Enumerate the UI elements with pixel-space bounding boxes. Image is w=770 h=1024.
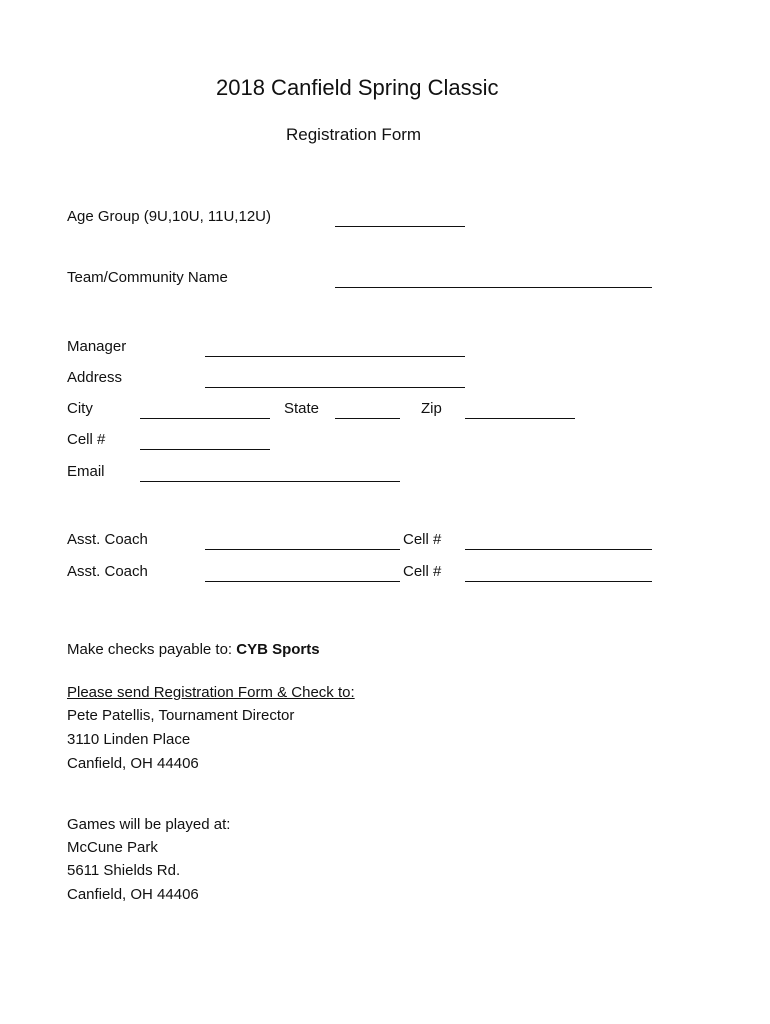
- team-name-label: Team/Community Name: [67, 269, 228, 286]
- payment-line: [67, 641, 320, 659]
- venue-line: McCune Park: [67, 839, 158, 856]
- venue-line: Canfield, OH 44406: [67, 886, 199, 903]
- team-name-field[interactable]: [335, 287, 652, 288]
- venue-line: 5611 Shields Rd.: [67, 862, 181, 879]
- city-label: City: [67, 400, 93, 417]
- mailing-line: 3110 Linden Place: [67, 731, 191, 748]
- asst-coach-2-label: Asst. Coach: [67, 563, 148, 580]
- state-field[interactable]: [335, 418, 400, 419]
- asst-coach-1-cell-label: Cell #: [403, 531, 442, 548]
- venue-heading: Games will be played at:: [67, 816, 231, 833]
- asst-coach-1-cell-field[interactable]: [465, 549, 652, 550]
- address-label: Address: [67, 369, 123, 386]
- asst-coach-2-field[interactable]: [205, 581, 400, 582]
- city-field[interactable]: [140, 418, 270, 419]
- page-title: 2018 Canfield Spring Classic: [216, 75, 499, 100]
- zip-field[interactable]: [465, 418, 575, 419]
- email-field[interactable]: [140, 481, 400, 482]
- asst-coach-2-cell-field[interactable]: [465, 581, 652, 582]
- mailing-line: Pete Patellis, Tournament Director: [67, 707, 295, 724]
- asst-coach-2-cell-label: Cell #: [403, 563, 442, 580]
- manager-field[interactable]: [205, 356, 465, 357]
- payment-label: Make checks payable to:: [67, 641, 233, 658]
- age-group-field[interactable]: [335, 226, 465, 227]
- email-label: Email: [67, 463, 105, 480]
- payee-name: CYB Sports: [236, 641, 320, 658]
- zip-label: Zip: [421, 400, 442, 417]
- form-subtitle: Registration Form: [286, 125, 422, 144]
- address-field[interactable]: [205, 387, 465, 388]
- cell-label: Cell #: [67, 431, 106, 448]
- asst-coach-1-field[interactable]: [205, 549, 400, 550]
- cell-field[interactable]: [140, 449, 270, 450]
- mailing-line: Canfield, OH 44406: [67, 755, 199, 772]
- manager-label: Manager: [67, 338, 127, 355]
- state-label: State: [284, 400, 320, 417]
- mailing-heading: Please send Registration Form & Check to:: [67, 684, 355, 701]
- asst-coach-1-label: Asst. Coach: [67, 531, 148, 548]
- age-group-label: Age Group (9U,10U, 11U,12U): [67, 208, 271, 225]
